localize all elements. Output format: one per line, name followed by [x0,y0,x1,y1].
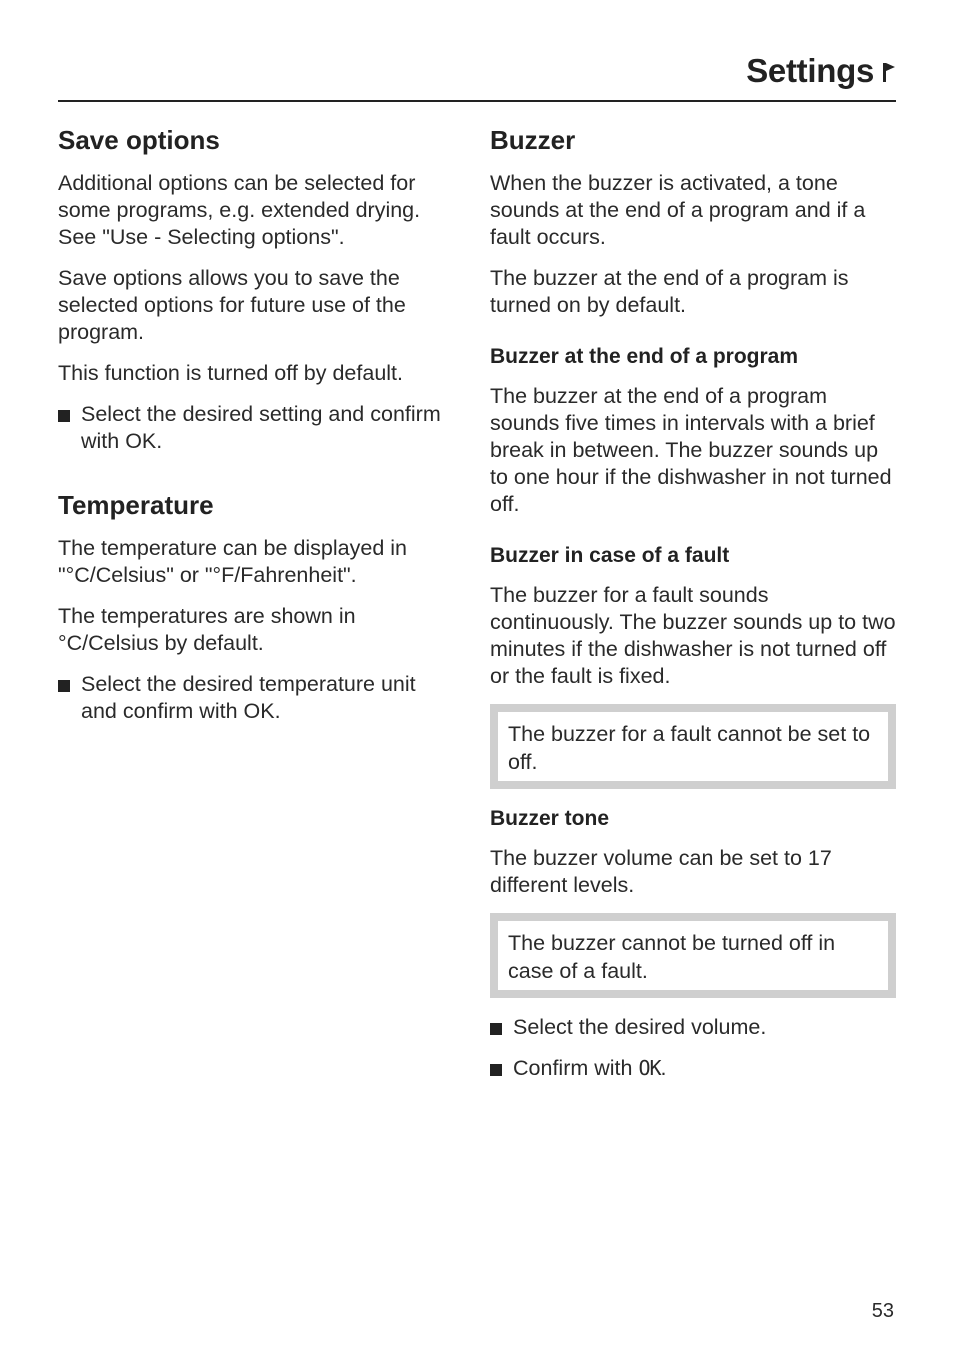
buzzer-fault-paragraph: The buzzer for a fault sounds continuously. The buzzer sounds up to two minutes if the dishwasher is not turned off or the fault is fixed. [490,583,896,688]
buzzer-end-of-program-heading: Buzzer at the end of a program [490,345,799,368]
instruction-text: Confirm with [513,1056,639,1080]
page-title: Settings [746,52,874,89]
temperature-heading: Temperature [58,490,214,520]
instruction-punctuation: . [660,1056,667,1080]
buzzer-tone-section [490,805,896,1082]
save-options-paragraph: This function is turned off by default. [58,361,403,385]
buzzer-tone-instruction [490,1014,896,1041]
buzzer-section [490,122,896,319]
buzzer-tone-paragraph: The buzzer volume can be set to 17 different levels. [490,846,832,897]
bullet-square-icon [58,680,70,692]
bullet-square-icon [490,1064,502,1076]
buzzer-end-of-program-paragraph: The buzzer at the end of a program sounds five times in intervals with a brief break in between. The buzzer sounds up to one hour if the dishwasher in not turned off. [490,384,892,516]
ok-display-text: OK [638,1056,661,1080]
buzzer-paragraph: When the buzzer is activated, a tone sounds at the end of a program and if a fault occurs. [490,171,866,249]
save-options-section [58,122,456,455]
buzzer-tone-note: The buzzer cannot be turned off in case of a fault. [490,913,896,998]
instruction-text: Select the desired volume. [513,1015,767,1039]
temperature-paragraph: The temperatures are shown in °C/Celsius by default. [58,604,356,655]
instruction-text: Select the desired temperature unit and confirm with OK. [81,672,416,723]
save-options-paragraph: Additional options can be selected for some programs, e.g. extended drying. See "Use - Selecting options". [58,171,421,249]
temperature-instruction [58,671,456,725]
page-number: 53 [871,1300,894,1322]
temperature-section [58,487,456,725]
temperature-paragraph: The temperature can be displayed in "°C/Celsius" or "°F/Fahrenheit". [58,536,407,587]
left-column [58,122,456,739]
save-options-instruction [58,401,456,455]
buzzer-fault-heading: Buzzer in case of a fault [490,544,730,567]
bullet-square-icon [490,1023,502,1035]
buzzer-fault-section [490,542,896,789]
buzzer-end-of-program-section [490,343,896,518]
buzzer-tone-heading: Buzzer tone [490,807,610,830]
buzzer-fault-note: The buzzer for a fault cannot be set to off. [490,704,896,789]
buzzer-heading: Buzzer [490,125,576,155]
buzzer-paragraph: The buzzer at the end of a program is turned on by default. [490,266,849,317]
instruction-text: Select the desired setting and confirm with OK. [81,402,441,453]
page-header [58,48,896,102]
save-options-paragraph: Save options allows you to save the selected options for future use of the program. [58,266,406,344]
flag-icon [882,62,896,82]
buzzer-tone-instruction [490,1055,896,1082]
bullet-square-icon [58,410,70,422]
save-options-heading: Save options [58,125,220,155]
right-column [490,122,896,1096]
